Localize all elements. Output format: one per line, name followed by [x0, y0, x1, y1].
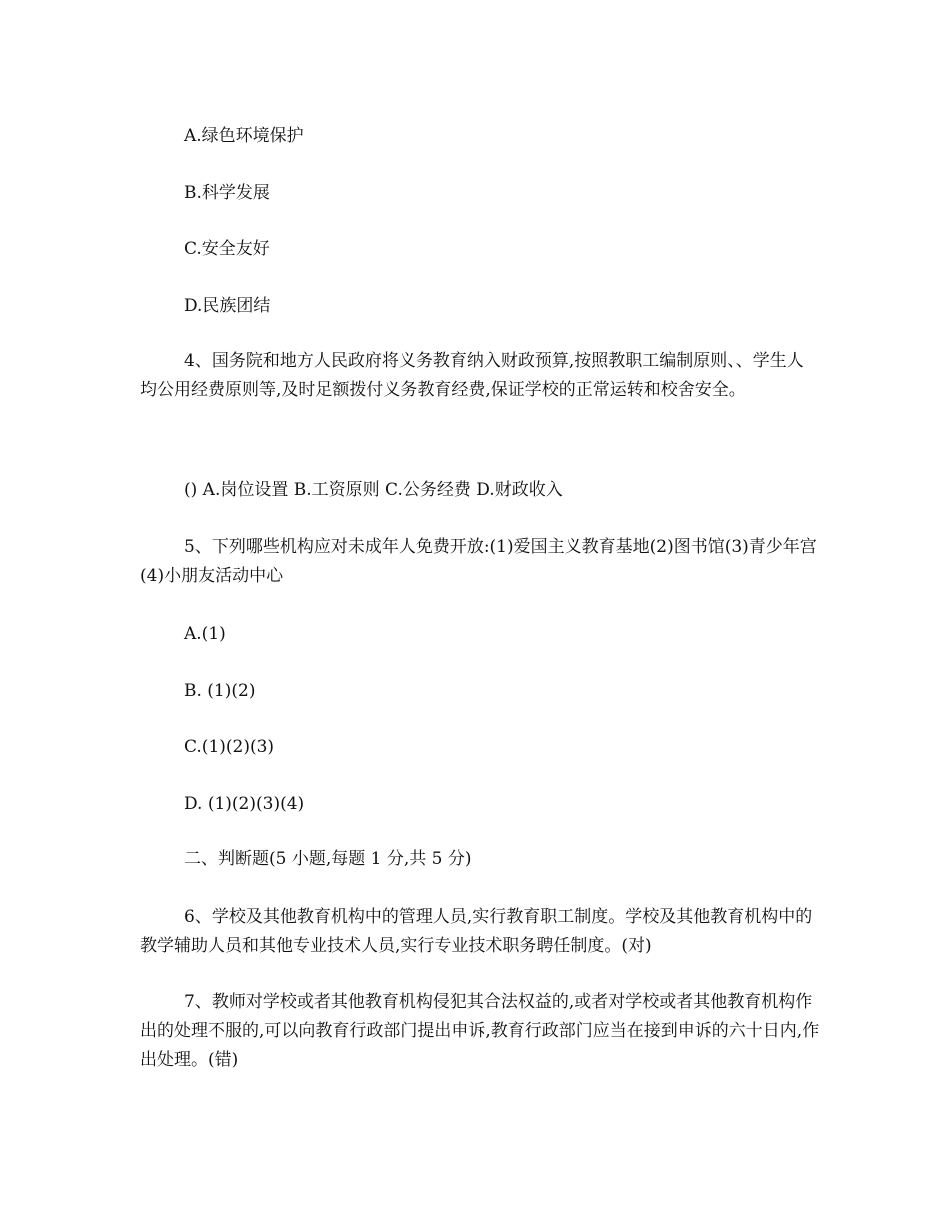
question-5-option-a: A.(1): [184, 624, 226, 644]
option-a-line: A.绿色环境保护: [184, 126, 304, 146]
question-5-option-c: C.(1)(2)(3): [184, 737, 275, 757]
question-4: 4、国务院和地方人民政府将义务教育纳入财政预算,按照教职工编制原则、、学生人均公用经费原则等,及时足额拨付义务教育经费,保证学校的正常运转和校舍安全。: [140, 351, 804, 400]
question-4-options: () A.岗位设置 B.工资原则 C.公务经费 D.财政收入: [184, 480, 563, 500]
option-b-line: B.科学发展: [184, 183, 270, 203]
option-c-line: C.安全友好: [184, 239, 270, 259]
question-6: 6、学校及其他教育机构中的管理人员,实行教育职工制度。学校及其他教育机构中的教学辅助人员和其他专业技术人员,实行专业技术职务聘任制度。(对): [140, 907, 813, 956]
option-d-line: D.民族团结: [184, 296, 271, 316]
section-heading-true-false: 二、判断题(5 小题,每题 1 分,共 5 分): [184, 849, 472, 869]
question-7: 7、教师对学校或者其他教育机构侵犯其合法权益的,或者对学校或者其他教育机构作出的处理不服的,可以向教育行政部门提出申诉,教育行政部门应当在接到申诉的六十日内,作出处理。(错): [140, 992, 820, 1070]
question-5-option-d: D. (1)(2)(3)(4): [184, 794, 305, 814]
question-5-option-b: B. (1)(2): [184, 681, 256, 701]
question-5: 5、下列哪些机构应对未成年人免费开放:(1)爱国主义教育基地(2)图书馆(3)青少年宫(4)小朋友活动中心: [140, 537, 817, 586]
